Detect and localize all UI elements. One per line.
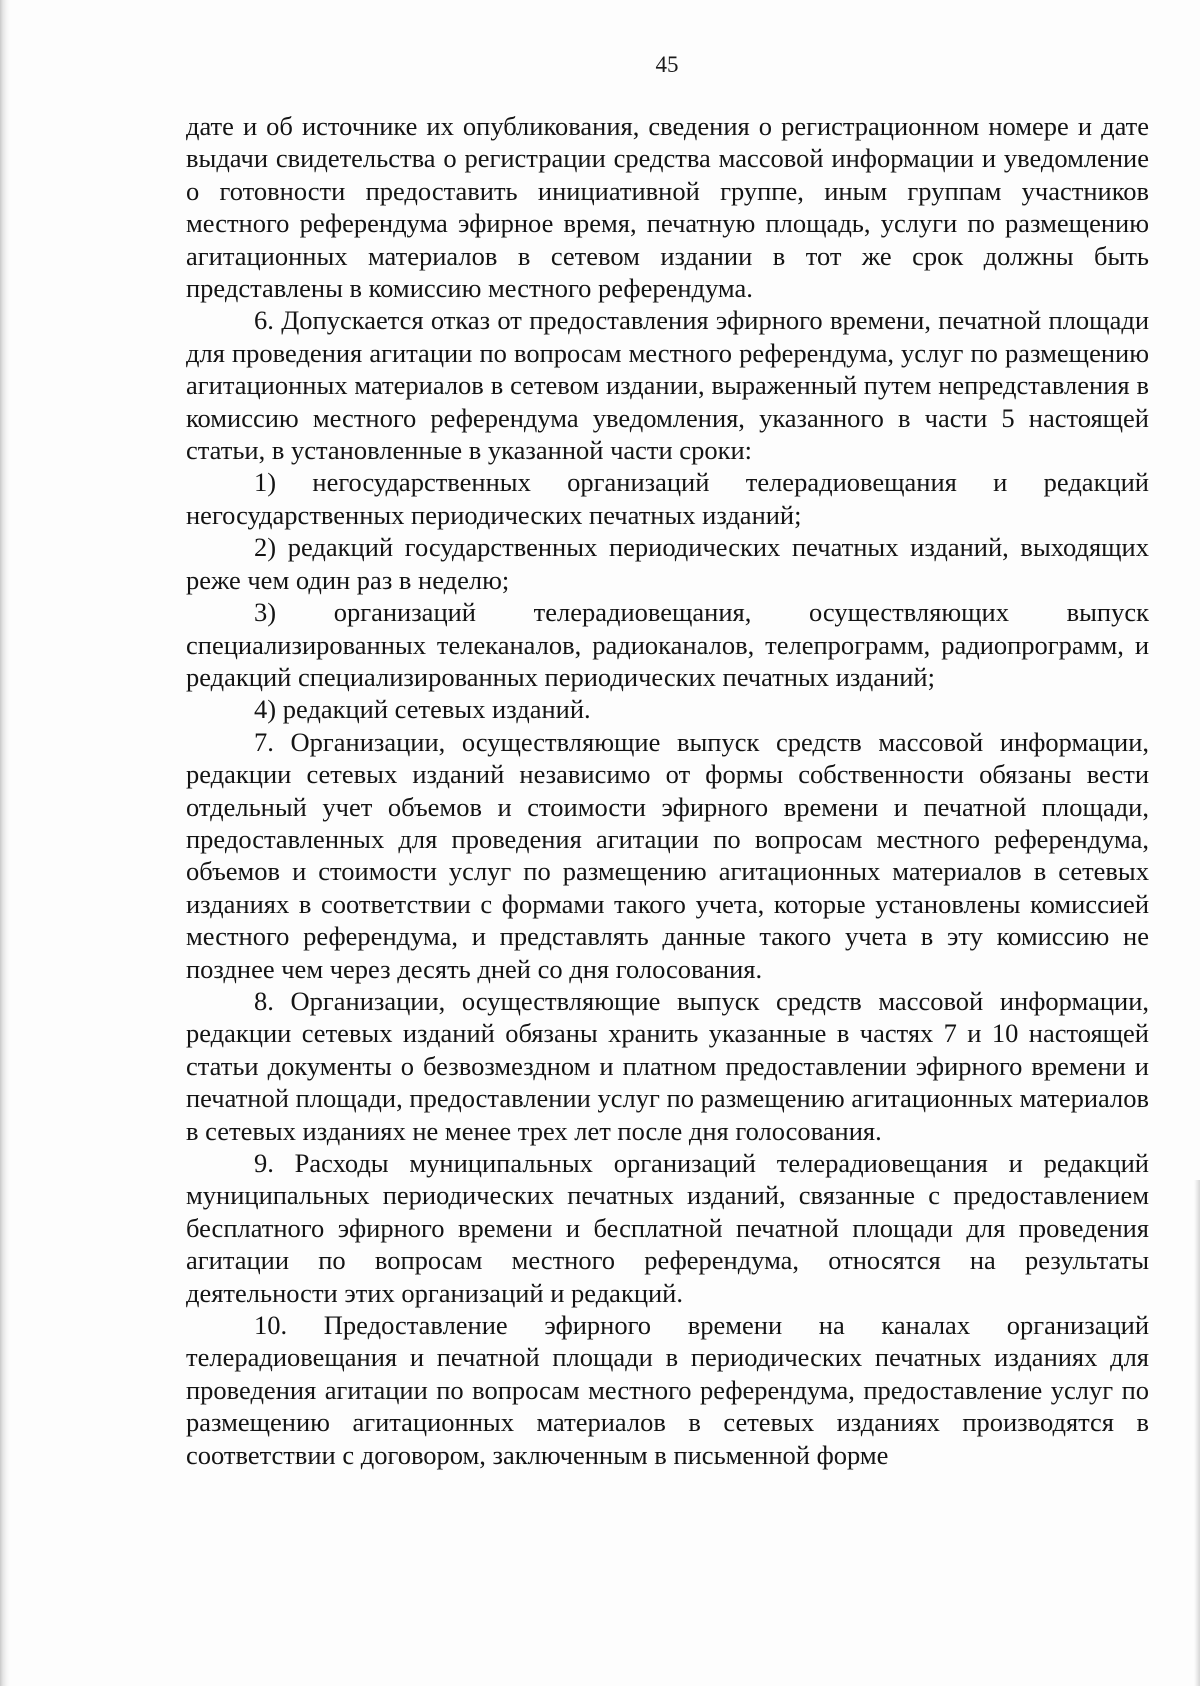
paragraph-continuation: дате и об источнике их опубликования, сведения о регистрационном номере и дате выдачи свидетельства о регистрации средства массовой информации и уведомление о готовности предоставить инициативной группе, иным группам участников местного референдума эфирное время, печатную площадь, услуги по размещению агитационных материалов в сетевом издании в тот же срок должны быть представлены в комиссию местного референдума. (186, 111, 1149, 304)
paragraph-item-10: 10. Предоставление эфирного времени на каналах организаций телерадиовещания и печатной площади в периодических печатных изданиях для проведения агитации по вопросам местного референдума, предоставление услуг по размещению агитационных материалов в сетевых изданиях производятся в соответствии с договором, заключенным в письменной форме (186, 1310, 1149, 1470)
list-item-3: 3) организаций телерадиовещания, осуществляющих выпуск специализированных телеканалов, радиоканалов, телепрограмм, радиопрограмм, и редакций специализированных периодических печатных изданий; (186, 597, 1149, 692)
page-number: 45 (655, 52, 679, 77)
list-item-4: 4) редакций сетевых изданий. (254, 694, 591, 725)
paragraph-item-8: 8. Организации, осуществляющие выпуск средств массовой информации, редакции сетевых изданий обязаны хранить указанные в частях 7 и 10 настоящей статьи документы о безвозмездном и платном предоставлении эфирного времени и печатной площади, предоставлении услуг по размещению агитационных материалов в сетевых изданиях не менее трех лет после дня голосования. (186, 985, 1149, 1146)
scan-left-edge (0, 0, 10, 1686)
list-item-1: 1) негосударственных организаций телерадиовещания и редакций негосударственных периодических печатных изданий; (186, 467, 1149, 530)
list-item-2: 2) редакций государственных периодических печатных изданий, выходящих реже чем один раз в неделю; (186, 532, 1149, 595)
document-body (186, 110, 1149, 1471)
paragraph-item-6: 6. Допускается отказ от предоставления эфирного времени, печатной площади для проведения агитации по вопросам местного референдума, услуг по размещению агитационных материалов в сетевом издании, выраженный путем непредставления в комиссию местного референдума уведомления, указанного в части 5 настоящей статьи, в установленные в указанной части сроки: (186, 305, 1149, 466)
paragraph-item-9: 9. Расходы муниципальных организаций телерадиовещания и редакций муниципальных периодических печатных изданий, связанные с предоставлением бесплатного эфирного времени и бесплатной печатной площади для проведения агитации по вопросам местного референдума, относятся на результаты деятельности этих организаций и редакций. (186, 1148, 1149, 1308)
paragraph-item-7: 7. Организации, осуществляющие выпуск средств массовой информации, редакции сетевых изданий независимо от формы собственности обязаны вести отдельный учет объемов и стоимости эфирного времени и печатной площади, предоставленных для проведения агитации по вопросам местного референдума, объемов и стоимости услуг по размещению агитационных материалов в сетевых изданиях в соответствии с формами такого учета, которые установлены комиссией местного референдума, и представлять данные такого учета в эту комиссию не позднее чем через десять дней со дня голосования. (186, 726, 1149, 984)
scan-right-edge (1194, 1180, 1200, 1686)
